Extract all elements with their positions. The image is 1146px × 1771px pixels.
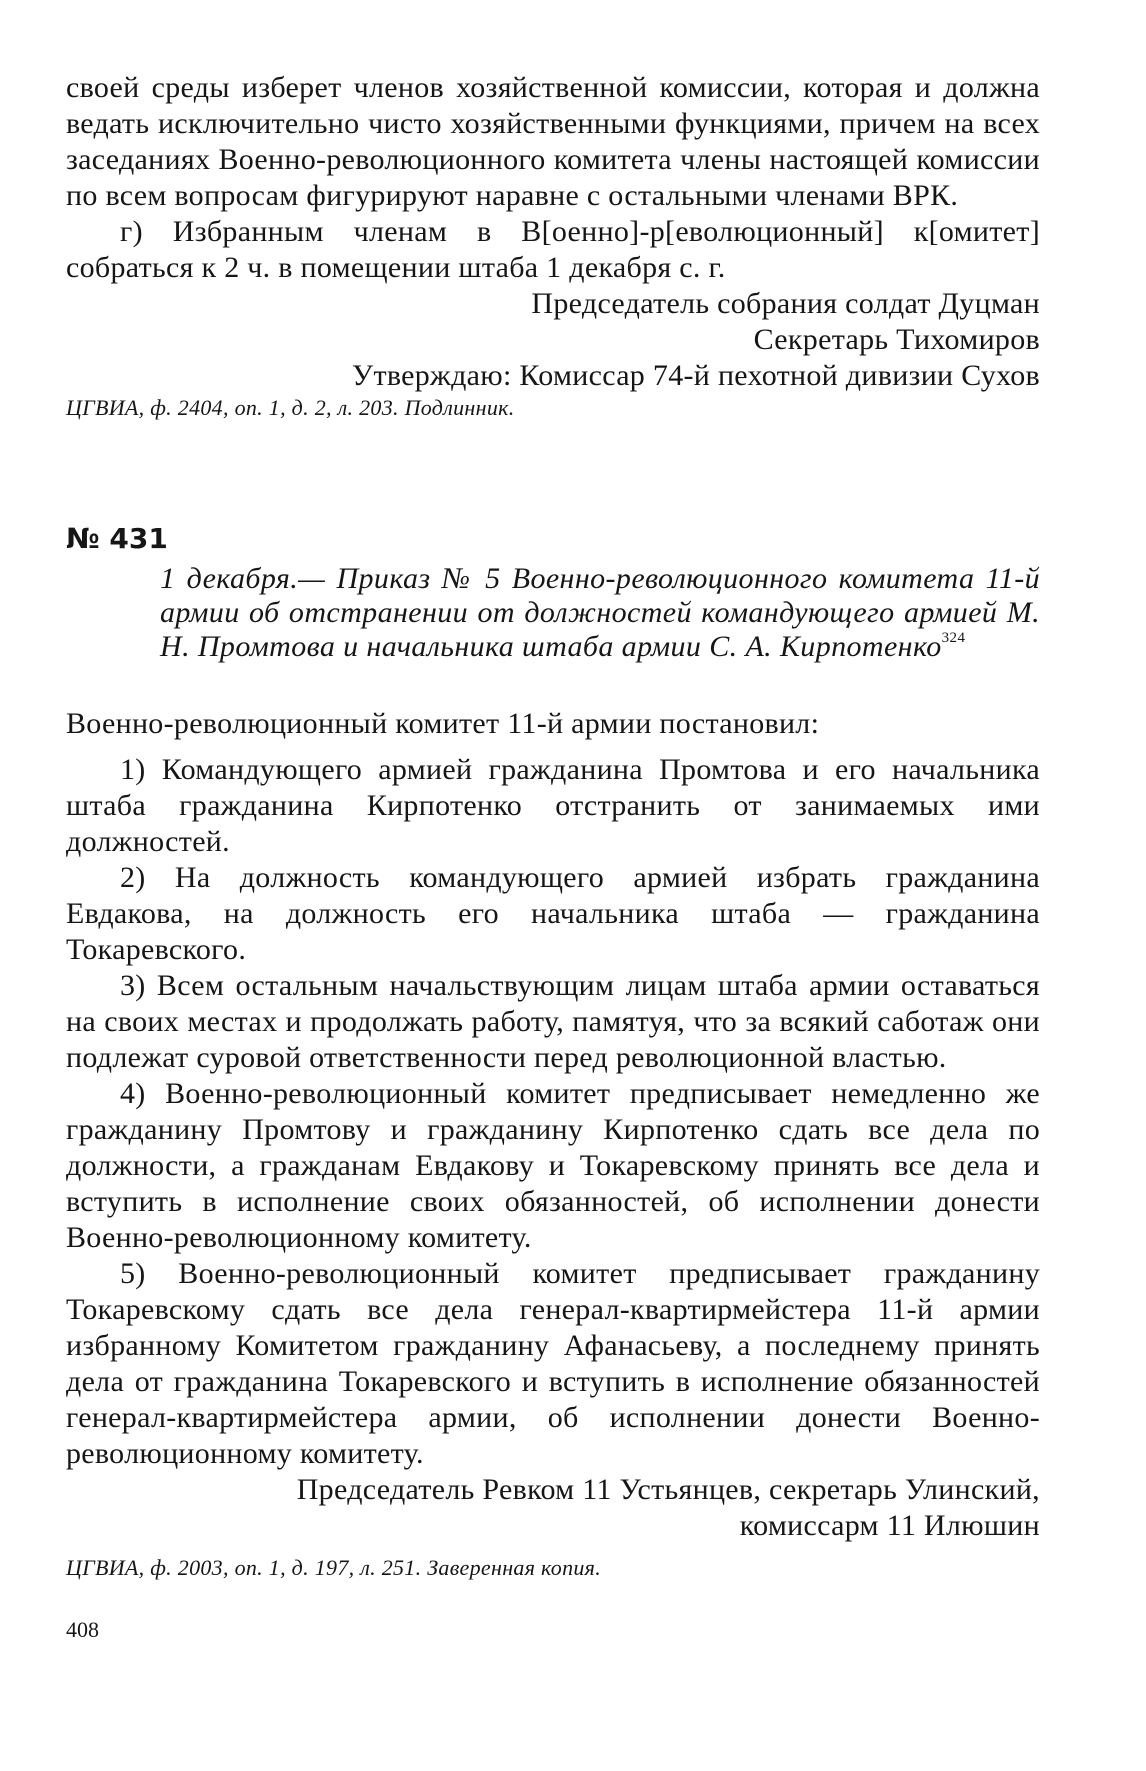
document-title-text: 1 декабря.— Приказ № 5 Военно-революционного комитета 11-й армии об отстранении от должностей командующего армией М. Н. Промтова и начальника штаба армии С. А. Кирпотенко [160, 562, 1040, 663]
signature-chairman: Председатель собрания солдат Дуцман [531, 287, 1040, 320]
resolution-item-1: 1) Командующего армией гражданина Промтова и его начальника штаба гражданина Кирпотенко отстранить от занимаемых ими должностей. [66, 753, 1040, 858]
footnote-reference: 324 [941, 630, 966, 646]
approval-line: Утверждаю: Комиссар 74-й пехотной дивизии Сухов [351, 359, 1040, 392]
signature-commissar: комиссарм 11 Илюшин [739, 1509, 1040, 1542]
document-number: № 431 [66, 522, 168, 555]
document-title [160, 562, 1040, 664]
archive-source-reference: ЦГВИА, ф. 2404, оп. 1, д. 2, л. 203. Подлинник. [66, 395, 515, 420]
resolution-item-4: 4) Военно-революционный комитет предписывает немедленно же гражданину Промтову и гражданину Кирпотенко сдать все дела по должности, а гражданам Евдакову и Токаревскому принять все дела и вступить в исполнение своих обязанностей, об исполнении донести Военно-революционному комитету. [66, 1077, 1040, 1254]
paragraph-commission-duties: своей среды изберет членов хозяйственной комиссии, которая и должна ведать исключительно чисто хозяйственными функциями, причем на всех заседаниях Военно-революционного комитета члены настоящей комиссии по всем вопросам фигурируют наравне с остальными членами ВРК. [66, 71, 1040, 212]
page-number: 408 [66, 1617, 99, 1642]
resolution-item-2: 2) На должность командующего армией избрать гражданина Евдакова, на должность его начальника штаба — гражданина Токаревского. [66, 861, 1040, 966]
text-column [66, 70, 1040, 1644]
resolution-item-5: 5) Военно-революционный комитет предписывает гражданину Токаревскому сдать все дела генерал-квартирмейстера 11-й армии избранному Комитетом гражданину Афанасьеву, а последнему принять дела от гражданина Токаревского и вступить в исполнение обязанностей генерал-квартирмейстера армии, об исполнении донести Военно-революционному комитету. [66, 1257, 1040, 1470]
paragraph-item-g: г) Избранным членам в В[оенно]-р[еволюционный] к[омитет] собраться к 2 ч. в помещении штаба 1 декабря с. г. [66, 215, 1040, 284]
previous-document-ending [66, 70, 1040, 422]
resolution-intro: Военно-революционный комитет 11-й армии постановил: [66, 707, 820, 740]
document-431 [66, 522, 1040, 1582]
signature-secretary: Секретарь Тихомиров [753, 323, 1040, 356]
resolution-item-3: 3) Всем остальным начальствующим лицам штаба армии оставаться на своих местах и продолжать работу, памятуя, что за всякий саботаж они подлежат суровой ответственности перед революционной властью. [66, 969, 1040, 1074]
signature-chairman-secretary: Председатель Ревком 11 Устьянцев, секретарь Улинский, [296, 1473, 1040, 1506]
archive-source-reference: ЦГВИА, ф. 2003, оп. 1, д. 197, л. 251. Заверенная копия. [66, 1555, 602, 1580]
